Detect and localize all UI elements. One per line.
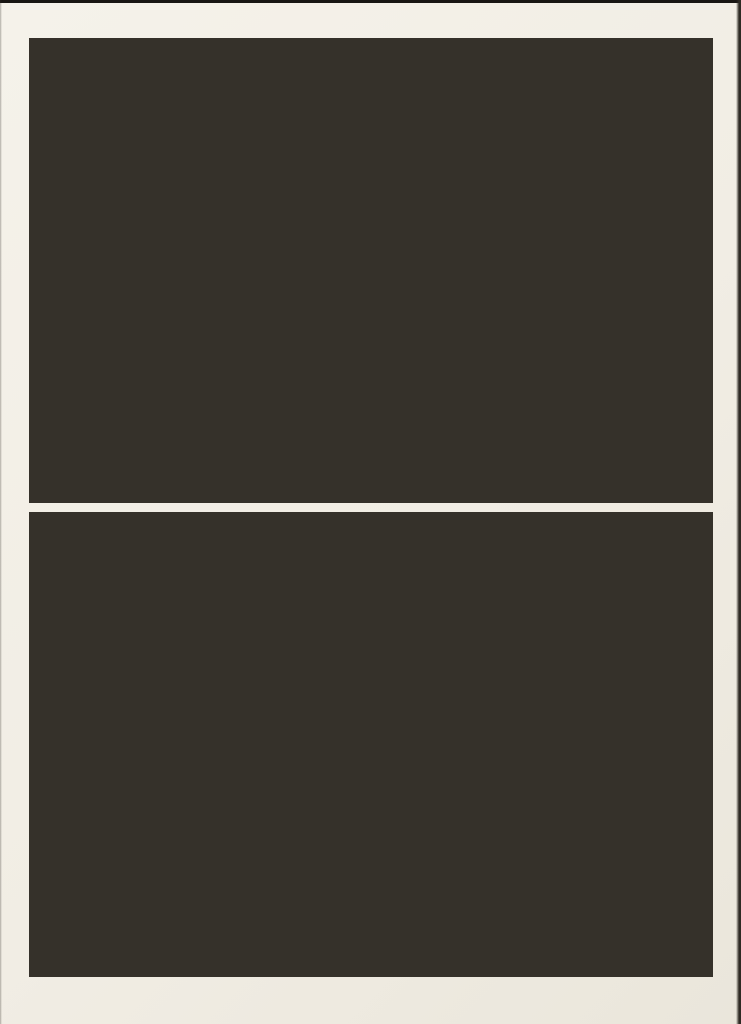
roster-table-bottom bbox=[29, 512, 713, 977]
scan-artifact-top-edge bbox=[0, 0, 741, 3]
scan-artifact-right-edge bbox=[736, 0, 741, 1024]
roster-table-top bbox=[29, 38, 713, 503]
scan-artifact-left-edge bbox=[0, 0, 2, 1024]
